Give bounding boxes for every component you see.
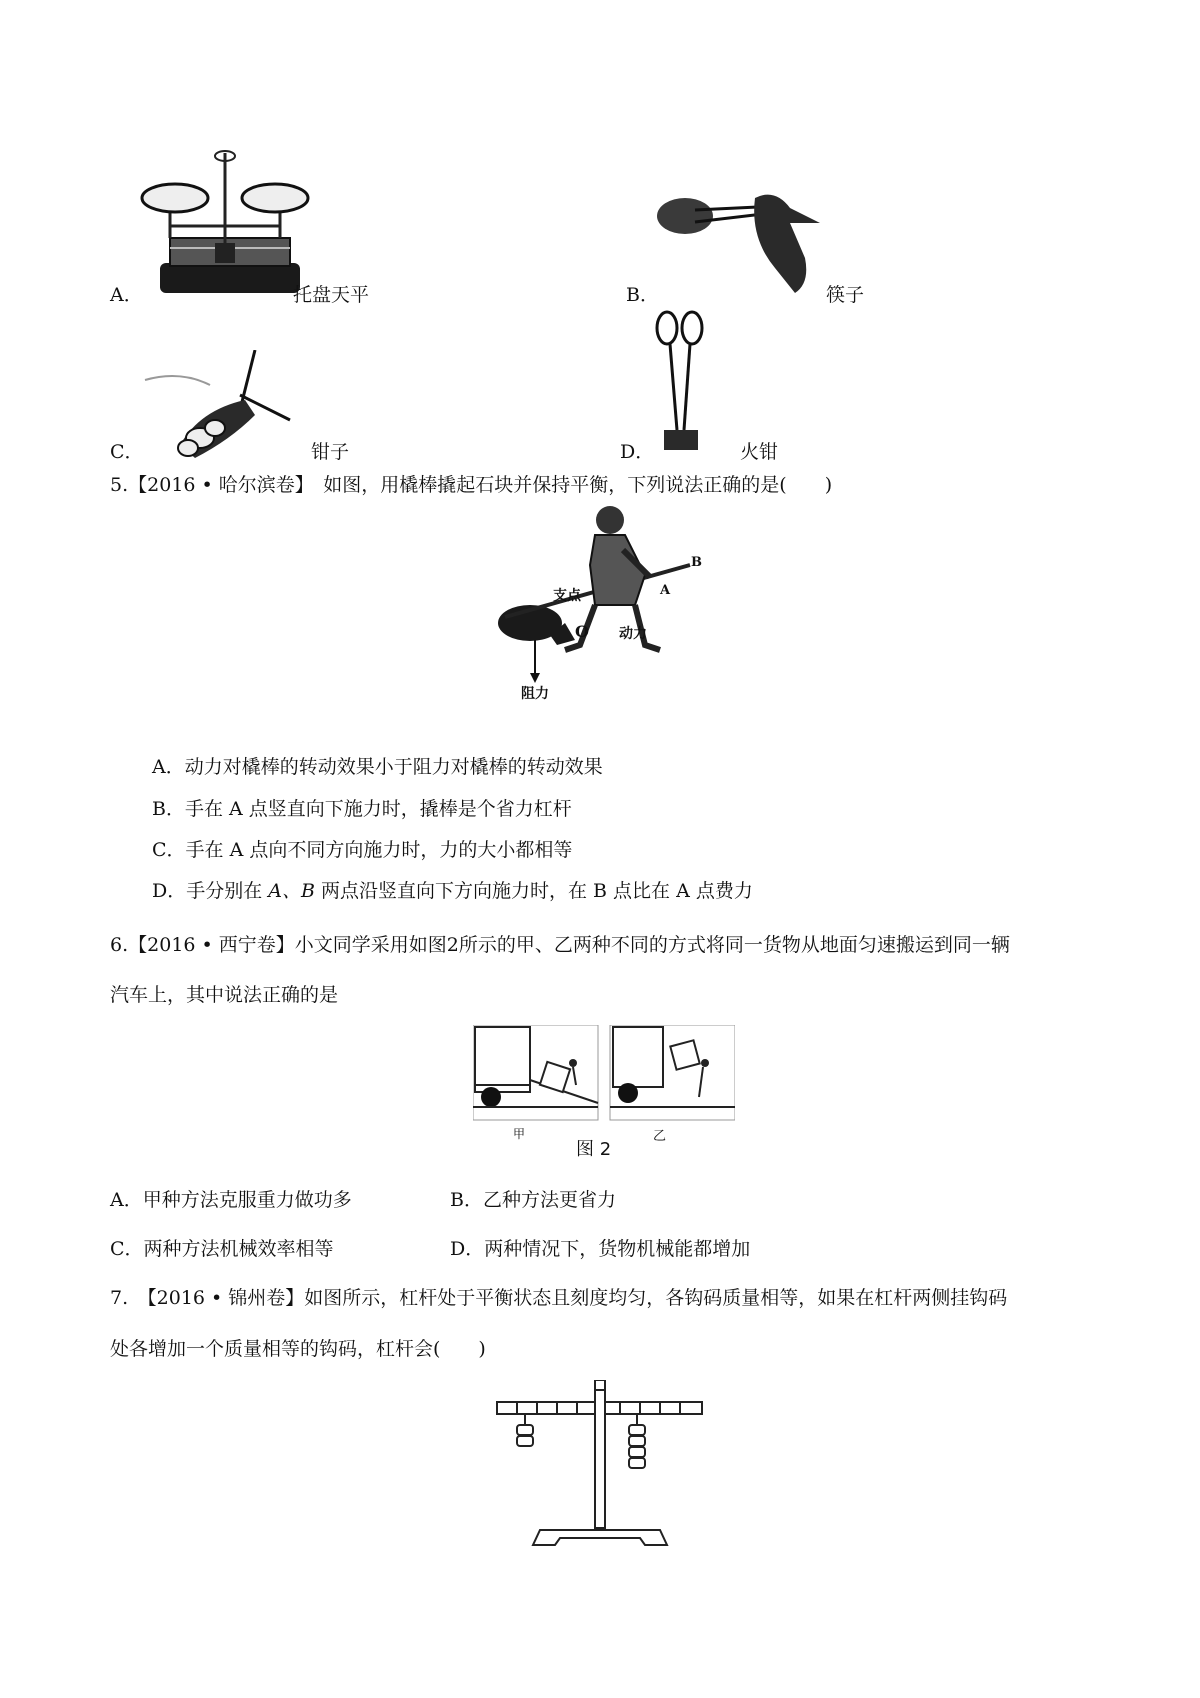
q4-option-d-letter: D． [620,441,655,463]
q5-stem: 如图，用橇棒撬起石块并保持平衡，下列说法正确的是( ) [323,474,833,496]
q5-source: 【2016 • 哈尔滨卷】 [128,474,305,496]
q5-option-a: A．动力对橇棒的转动效果小于阻力对橇棒的转动效果 [152,756,603,778]
pliers-icon [140,350,315,460]
q6-figure-caption: 图 2 [576,1139,612,1160]
q5-number: 5. [110,474,129,496]
q5-question-stem [110,470,832,497]
q6-stem-line2: 汽车上，其中说法正确的是 [110,984,339,1006]
q5-label-fulcrum: 支点 [553,588,581,604]
q6-label-right: 乙 [653,1129,667,1144]
balance-scale-icon [140,148,310,298]
lever-figure [495,1380,710,1550]
q5-label-effort: 动力 [619,626,647,642]
q6-option-b: B．乙种方法更省力 [450,1189,616,1211]
q5-label-a: A [660,583,671,598]
q5-option-d: D．手分别在 A、B 两点沿竖直向下方向施力时，在 B 点比在 A 点费力 [152,880,753,902]
q4-option-a-label: 托盘天平 [293,284,370,306]
q6-option-d: D．两种情况下，货物机械能都增加 [450,1238,751,1260]
q4-option-a-letter: A． [110,284,143,306]
q5-label-resistance: 阻力 [521,686,549,702]
q4-option-c-letter: C． [110,441,144,463]
q7-number: 7. [110,1287,129,1309]
q4-option-b-label: 筷子 [826,284,865,306]
q7-stem-line1: 如图所示，杠杆处于平衡状态且刻度均匀，各钩码质量相等，如果在杠杆两侧挂钩码 [304,1287,1008,1309]
q6-number: 6. [110,934,129,956]
q5-label-o: O [575,622,589,641]
q5-option-c: C．手在 A 点向不同方向施力时，力的大小都相等 [152,839,573,861]
q5-label-b: B [691,555,702,570]
q6-option-a: A．甲种方法克服重力做功多 [110,1189,352,1211]
q6-option-c: C．两种方法机械效率相等 [110,1238,334,1260]
fire-tongs-icon [652,310,712,455]
truck-figure [473,1025,735,1160]
crowbar-figure [495,505,725,705]
q7-question-stem [110,1283,1007,1310]
q7-source: 【2016 • 锦州卷】 [147,1287,305,1309]
q4-option-b-letter: B． [626,284,659,306]
q4-option-c-label: 钳子 [311,441,350,463]
q7-stem-line2: 处各增加一个质量相等的钩码，杠杆会( ) [110,1338,486,1360]
q5-option-b: B．手在 A 点竖直向下施力时，撬棒是个省力杠杆 [152,798,572,820]
chopsticks-icon [655,188,830,298]
q6-stem-line1: 小文同学采用如图2所示的甲、乙两种不同的方式将同一货物从地面匀速搬运到同一辆 [294,934,1010,956]
q6-source: 【2016 • 西宁卷】 [128,934,295,956]
q6-question-stem [110,930,1010,957]
q6-label-left: 甲 [513,1127,526,1141]
q4-option-d-label: 火钳 [740,441,779,463]
